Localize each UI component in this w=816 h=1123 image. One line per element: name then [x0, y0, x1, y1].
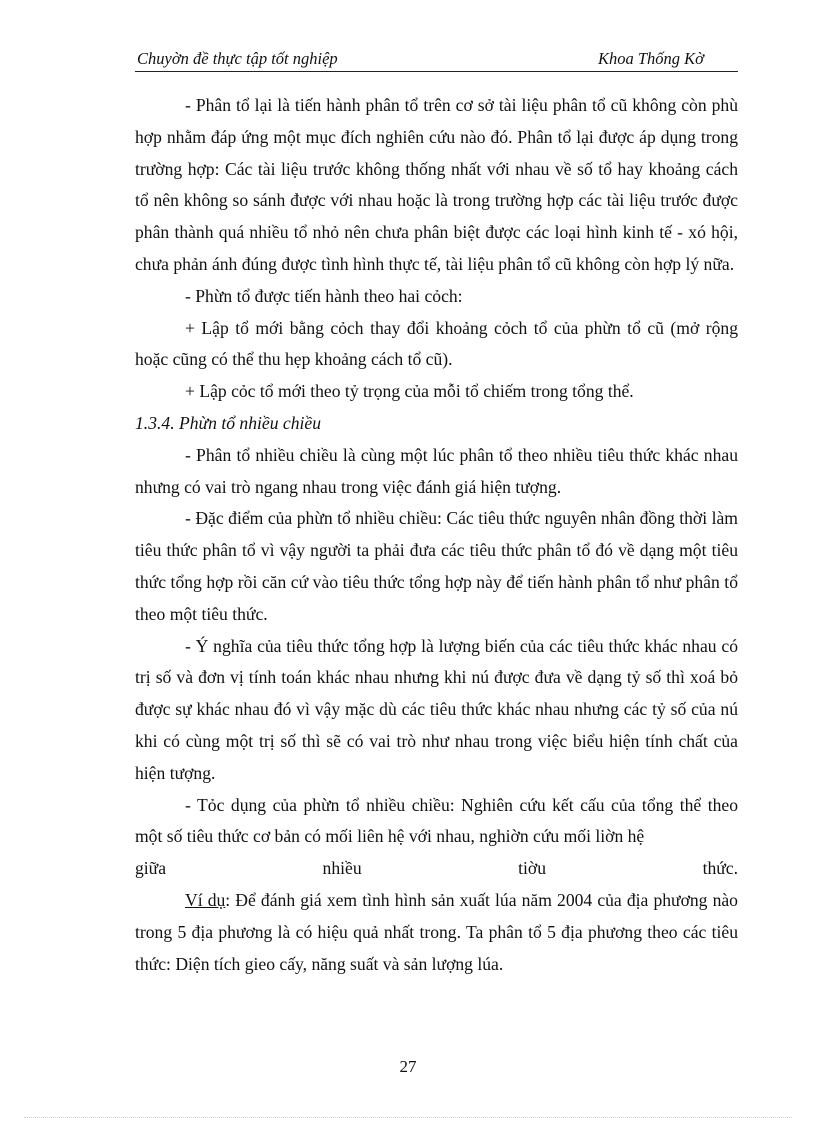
page-header	[135, 47, 738, 72]
word: giữa	[135, 858, 167, 879]
word: nhiều	[322, 858, 362, 879]
paragraph-definition: - Phân tổ nhiều chiều là cùng một lúc phân tổ theo nhiều tiêu thức khác nhau nhưng có vai trò ngang nhau trong việc đánh giá hiện tượng.	[135, 444, 738, 497]
word: thức.	[702, 858, 738, 879]
paragraph-method-2: + Lập cỏc tổ mới theo tỷ trọng của mỗi tổ chiếm trong tổng thể.	[185, 381, 634, 402]
paragraph-meaning: - Ý nghĩa của tiêu thức tổng hợp là lượng biến của các tiêu thức khác nhau có trị số và đơn vị tính toán khác nhau nhưng khi nú được đưa về dạng tỷ số thì xoá bỏ được sự khác nhau đó vì vậy mặc dù các tiêu thức khác nhau nhưng các tỷ số của nú khi có cùng một trị số thì sẽ có vai trò như nhau trong việc biểu hiện tính chất của hiện tượng.	[135, 635, 738, 783]
paragraph-method-1: + Lập tổ mới bằng cỏch thay đổi khoảng cỏch tổ của phừn tổ cũ (mở rộng hoặc cũng có thể thu hẹp khoảng cách tổ cũ).	[135, 317, 738, 370]
paragraph-effect-last-line	[135, 853, 738, 885]
page-body	[135, 90, 738, 980]
page-number: 27	[399, 1057, 417, 1076]
paragraph-two-methods: - Phừn tổ được tiến hành theo hai cỏch:	[185, 285, 463, 306]
paragraph-effect: - Tỏc dụng của phừn tổ nhiều chiều: Nghiên cứu kết cấu của tổng thể theo một số tiêu thức cơ bản có mối liên hệ với nhau, nghiờn cứu mối liờn hệ	[135, 794, 738, 847]
paragraph-example	[135, 885, 738, 980]
section-heading: 1.3.4. Phừn tổ nhiều chiều	[135, 412, 321, 433]
paragraph-characteristics: - Đặc điểm của phừn tổ nhiều chiều: Các tiêu thức nguyên nhân đồng thời làm tiêu thức phân tổ vì vậy người ta phải đưa các tiêu thức phân tổ đó về dạng một tiêu thức tổng hợp rồi căn cứ vào tiêu thức tổng hợp này để tiến hành phân tổ như phân tổ theo một tiêu thức.	[135, 508, 738, 624]
header-title-right: Khoa Thống Kờ	[598, 49, 704, 68]
header-title-left: Chuyờn đề thực tập tốt nghiệp	[137, 49, 338, 68]
example-label: Ví dụ	[185, 889, 226, 910]
example-text: : Để đánh giá xem tình hình sản xuất lúa năm 2004 của địa phương nào trong 5 địa phương là có hiệu quả nhất trong. Ta phân tổ 5 địa phương theo các tiêu thức: Diện tích gieo cấy, năng suất và sản lượng lúa.	[135, 889, 738, 974]
page-bottom-dotted-line	[24, 1117, 792, 1118]
paragraph-regrouping: - Phân tổ lại là tiến hành phân tổ trên cơ sở tài liệu phân tổ cũ không còn phù hợp nhằm đáp ứng một mục đích nghiên cứu nào đó. Phân tổ lại được áp dụng trong trường hợp: Các tài liệu trước không thống nhất với nhau về số tổ hay khoảng cách tổ nên không so sánh được với nhau hoặc là trong trường hợp các tài liệu trước được phân thành quá nhiều tổ nhỏ nên chưa phân biệt được các loại hình kinh tế - xó hội, chưa phản ánh đúng được tình hình thực tế, tài liệu phân tổ cũ không còn hợp lý nữa.	[135, 95, 738, 274]
word: tiờu	[518, 858, 547, 879]
